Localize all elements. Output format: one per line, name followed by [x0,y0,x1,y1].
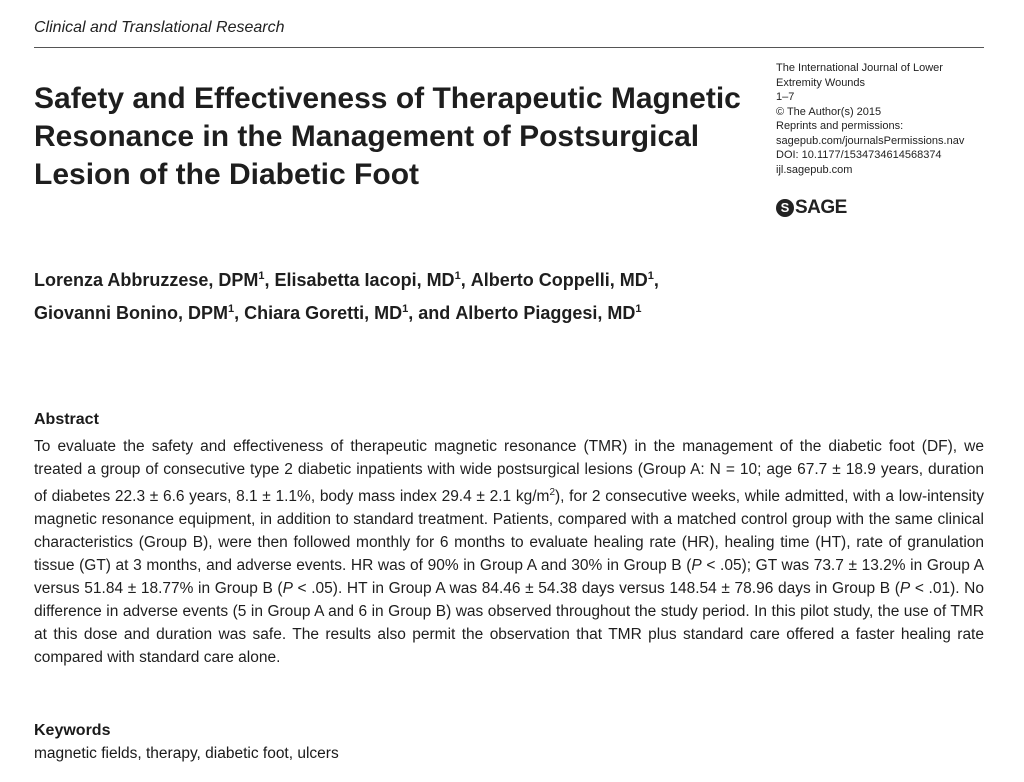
affiliation-mark: 1 [228,303,235,315]
author: Elisabetta Iacopi, $MD^1$, [274,270,471,290]
author: Lorenza Abbruzzese, DPM$^1$, [34,270,275,290]
author: Alberto Piaggesi, $MD^1$ [455,303,642,323]
section-label: Clinical and Translational Research [34,19,285,36]
abstract-heading: Abstract [34,411,99,428]
journal-site-link[interactable]: ijl.sagepub.com [776,163,853,176]
affiliation-mark: 1 [258,270,265,282]
author-list [34,262,994,328]
copyright: © The Author(s) 2015 [776,105,882,118]
page-range: 1–7 [776,91,795,103]
affiliation-mark: 1 [454,270,461,282]
keywords-heading: Keywords [34,722,111,739]
sage-logo-icon: S [776,199,794,217]
journal-name-line2: Extremity Wounds [776,76,866,89]
header-rule [34,47,984,48]
sage-logo-text: SAGE [795,197,847,218]
author: Giovanni Bonino, DPM$^1$, [34,303,245,323]
abstract-body: To evaluate the safety and effectiveness of therapeutic magnetic resonance (TMR) in the management of the diabetic foot (DF), we treated a group of consecutive type 2 diabetic inpatients with wide postsurgical lesions (Group A: N = 10; age 67.7 ± 18.9 years, duration of diabetes 22.3 ± 6.6 years, 8.1 ± 1.1%, body mass index 29.4 ± 2.1 $kg/m^2$), for 2 consecutive weeks, while admitted, with a low-intensity magnetic resonance equipment, in addition to standard treatment. Patients, compared with a matched control group with the same clinical characteristics (Group B), were then followed monthly for 6 months to evaluate healing rate (HR), healing time (HT), rate of granulation tissue (GT) at 3 months, and adverse events. HR was of 90% in Group A and 30% in Group B (P < .05); GT was 73.7 ± 13.2% in Group A versus 51.84 ± 18.77% in Group B (P < .05). HT in Group A was 84.46 ± 54.38 days versus 148.54 ± 78.96 days in Group B (P < .01). No difference in adverse events (5 in Group A and 6 in Group B) was observed throughout the study period. In this pilot study, the use of TMR at this dose and duration was safe. The results also permit the observation that TMR plus standard care offered a faster healing rate compared with standard care alone. [34,438,984,667]
sage-logo [776,197,847,219]
reprints-label: Reprints and permissions: [776,120,904,132]
journal-meta [776,61,1006,177]
doi[interactable]: DOI: 10.1177/1534734614568374 [776,149,942,161]
author: Alberto Coppelli, $MD^1$, [470,270,659,290]
reprints-link[interactable]: sagepub.com/journalsPermissions.nav [776,134,965,147]
affiliation-mark: 1 [635,303,642,315]
journal-name-line1: The International Journal of Lower [776,62,943,74]
keywords-list: magnetic fields, therapy, diabetic foot, ulcers [34,745,339,762]
affiliation-mark: 1 [402,303,409,315]
author: Chiara Goretti, $MD^1$, and [244,303,456,323]
article-title: Safety and Effectiveness of Therapeutic Magnetic Resonance in the Management of Postsurgical Lesion of the Diabetic Foot [34,82,741,191]
affiliation-mark: 1 [647,270,654,282]
